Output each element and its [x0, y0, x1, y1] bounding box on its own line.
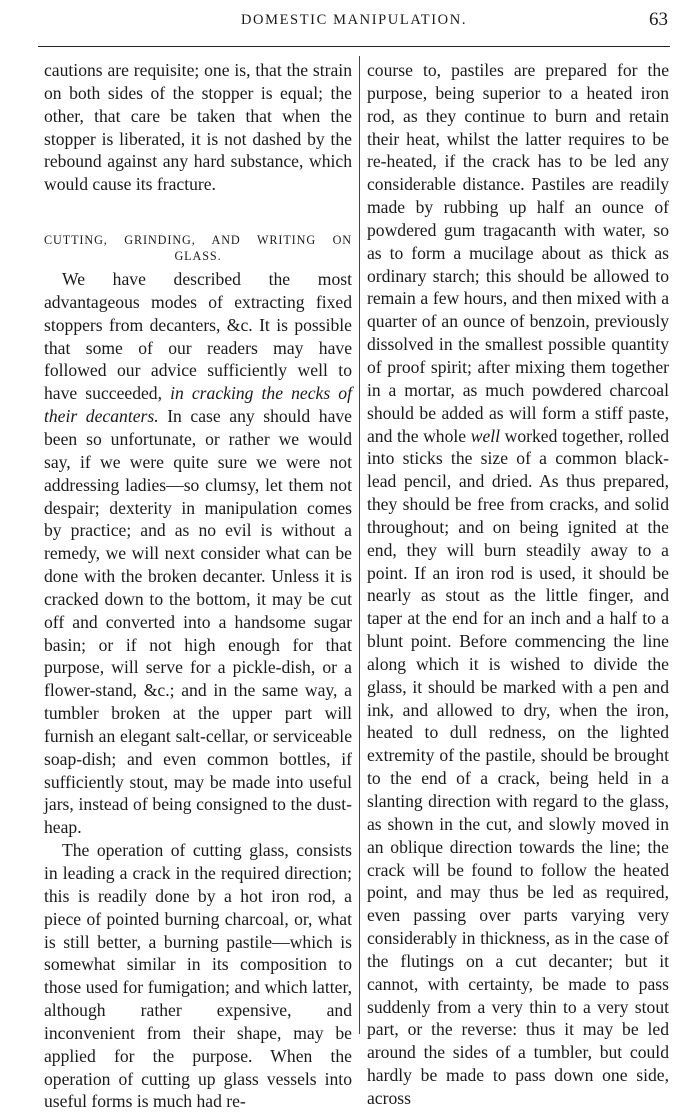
body-paragraph-3 [367, 59, 669, 1110]
italic-word: well [470, 425, 501, 446]
paragraph-text: worked together, rolled into sticks the size of a common black-lead pencil, and dried. As thus prepared, they should be free from cracks, and solid throughout; and on being ignited at the end, they will burn steadily away to a point. If an iron rod is used, it should be nearly as stout as the little finger, and taper at the end for an inch and a half to a blunt point. Before commencing the line along which it is wished to divide the glass, it should be marked with a pen and ink, and allowed to dry, when the iron, heated to dull redness, on the lighted extremity of the pastile, should be brought to the end of a crack, being held in a slanting direction with regard to the glass, as shown in the cut, and slowly moved in an oblique direction towards the line; the crack will be found to follow the heated point, and may thus be led as required, even passing over parts varying very considerably in thickness, as in the case of the flutings on a cut decanter; but it cannot, with certainty, be made to pass suddenly from a very thin to a very stout part, or the reverse: thus it may be led around the sides of a tumbler, but could hardly be made to pass down one side, across [367, 425, 669, 1108]
header-rule [38, 46, 670, 47]
continuation-paragraph: cautions are requisite; one is, that the strain on both sides of the stopper is equal; the other, that care be taken that when the stopper is liberated, it is not dashed by the rebound against any hard substance, which would cause its fracture. [44, 60, 352, 195]
paragraph-text: In case any should have been so unfortunate, or rather we would say, if we were quite sure we were not addressing ladies—so clumsy, let them not despair; dexterity in manipulation comes by practice; and as no evil is without a remedy, we will next consider what can be done with the broken decanter. Unless it is cracked down to the bottom, it may be cut off and converted into a handsome sugar basin; or if not high enough for that purpose, will serve for a pickle-dish, or a flower-stand, &c.; and in the same way, a tumbler broken at the upper part will furnish an elegant salt-cellar, or serviceable soap-dish; and even common bottles, if sufficiently stout, may be made into useful jars, instead of being consigned to the dust-heap. [44, 406, 352, 838]
running-title: DOMESTIC MANIPULATION. [240, 12, 468, 28]
right-column [367, 59, 669, 1110]
left-column [44, 59, 352, 1113]
section-heading-line2: GLASS. [174, 249, 222, 264]
paragraph-text: We have described the most advantageous modes of extracting fixed stoppers from decanters, &c. It is possible that some of our readers may have followed our advice sufficiently well to have succeeded, [44, 269, 352, 404]
body-paragraph-2: The operation of cutting glass, consists in leading a crack in the required direction; this is readily done by a hot iron rod, a piece of pointed burning charcoal, or, what is still better, a burning pastile—which is somewhat similar in its composition to those used for fumigation; and which latter, although rather expensive, and inconvenient from their shape, may be applied for the purpose. When the operation of cutting up glass vessels into useful forms is much had re- [44, 840, 352, 1112]
page-header [38, 8, 670, 38]
section-heading-line1: CUTTING, GRINDING, AND WRITING ON [44, 233, 352, 248]
column-divider [359, 56, 360, 1034]
body-paragraph-1 [44, 268, 352, 839]
page-number: 63 [649, 9, 668, 30]
italic-phrase: in cracking the necks of their decanters. [44, 383, 352, 427]
section-heading [44, 232, 352, 264]
paragraph-text: course to, pastiles are prepared for the purpose, being superior to a heated iron rod, as they continue to burn and retain their heat, whilst the latter requires to be re-heated, if the crack has to be led any considerable distance. Pastiles are readily made by rubbing up half an ounce of powdered gum tragacanth with water, so as to form a mucilage about as thick as ordinary starch; this should be allowed to remain a few hours, and then mixed with a quarter of an ounce of benzoin, previously dissolved in the smallest possible quantity of proof spirit; after mixing them together in a mortar, as much powdered charcoal should be added as will form a stiff paste, and the whole [367, 60, 669, 446]
